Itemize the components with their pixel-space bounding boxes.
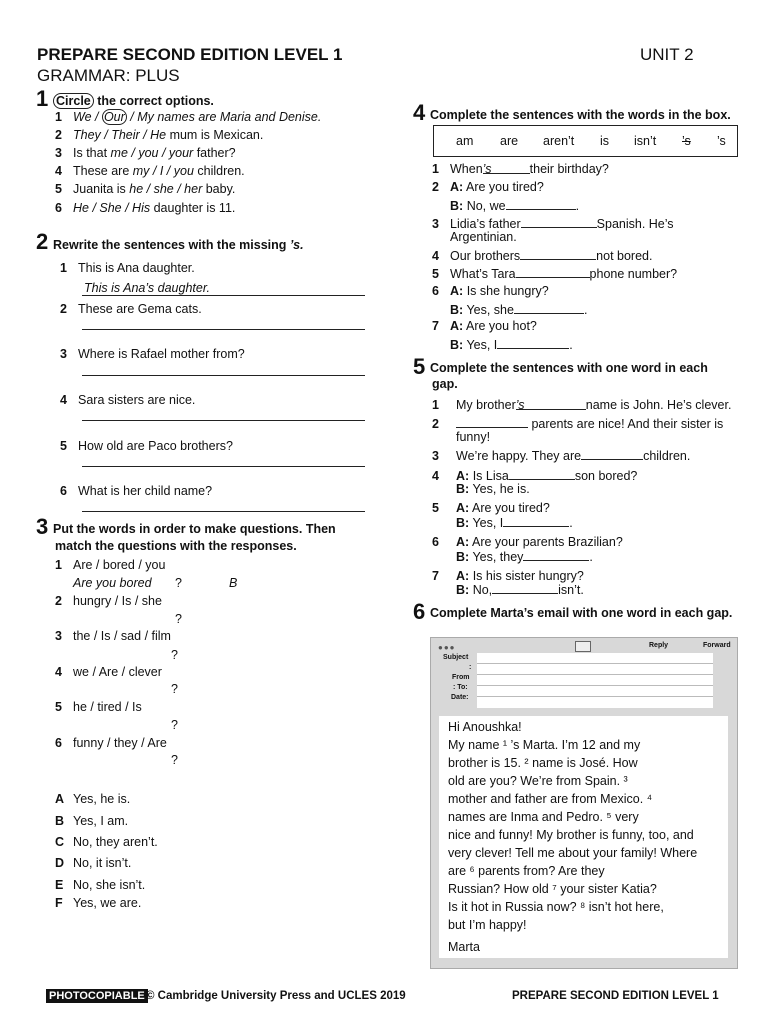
email-line: mother and father are from Mexico. ⁴ [448,792,653,806]
email-line: names are Inma and Pedro. ⁵ very [448,810,639,824]
ex4-item-b: B: Yes, she . [450,303,588,317]
ex2-item: 4 Sara sisters are nice. [60,393,196,407]
email-line: are ⁶ parents from? Are they [448,864,605,878]
ex4-item: 5 What’s Tara phone number? [432,267,678,281]
ex4-item: 6 A: Is she hungry? [432,284,549,298]
question-mark: ? [171,718,178,732]
subject-field[interactable] [477,653,713,708]
email-line: Russian? How old ⁷ your sister Katia? [448,882,657,896]
question-mark: ? [171,682,178,696]
window-dots-icon: ●●● [438,643,456,652]
ex2-item: 1 This is Ana daughter. [60,261,195,275]
ex4-item: 3 Lidia’s father Spanish. He’s [432,217,674,231]
email-line: Hi Anoushka! [448,720,522,734]
ex5-item: 5 A: Are you tired? [432,501,550,515]
ex3-item: 6 funny / they / Are [55,736,167,750]
ex5-item-b: B: Yes, he is. [456,482,530,496]
box-word: is [600,134,610,148]
ex5-item: 6 A: Are your parents Brazilian? [432,535,623,549]
box-word: am [456,134,474,148]
box-word: ’s [717,134,726,148]
answer-line [82,375,365,376]
reply-button[interactable]: Reply [649,642,669,649]
forward-button[interactable]: Forward [703,642,731,649]
footer-title: PREPARE SECOND EDITION LEVEL 1 [512,990,719,1002]
ex5-item: 2 parents are nice! And their sister is [432,417,724,431]
ex5-item: 3 We’re happy. They are children. [432,449,691,463]
response: D No, it isn’t. [55,856,132,870]
ex3-item: 5 he / tired / Is [55,700,142,714]
ex3-item: 2 hungry / Is / she [55,594,162,608]
email-line: very clever! Tell me about your family! Where [448,846,698,860]
ex5-item: 7 A: Is his sister hungry? [432,569,584,583]
circled-answer: Our [103,110,125,124]
ex4-item: 2 A: Are you tired? [432,180,544,194]
ex6-number: 6 [413,599,426,624]
subject-colon: : [469,664,472,671]
page-subtitle: GRAMMAR: PLUS [37,66,180,85]
question-mark: ? [171,753,178,767]
ex6-instruction: Complete Marta’s email with one word in each gap. [430,606,733,620]
ex5-number: 5 [413,354,426,379]
ex3-answer: Are you bored [73,576,152,590]
response: E No, she isn’t. [55,878,146,892]
response: B Yes, I am. [55,814,129,828]
question-mark: ? [171,648,178,662]
ex1-instruction: Circle the correct options. [53,94,214,108]
ex5-item-cont: funny! [456,430,491,444]
ex4-item: 4 Our brothers not bored. [432,249,653,263]
to-label: : To: [453,684,468,691]
ex5-item-b: B: No, isn’t. [456,583,584,597]
ex2-item: 3 Where is Rafael mother from? [60,347,245,361]
ex2-item: 5 How old are Paco brothers? [60,439,233,453]
ex1-number: 1 [36,86,49,111]
ex4-item: 7 A: Are you hot? [432,319,537,333]
ex2-item: 6 What is her child name? [60,484,213,498]
photocopiable-badge: PHOTOCOPIABLE [46,989,148,1003]
box-word-used: ’s [682,134,691,148]
email-line: but I’m happy! [448,918,527,932]
ex1-item: 5 Juanita is he / she / her baby. [55,182,236,196]
unit-label: UNIT 2 [640,45,694,64]
email-line: My name ¹ ’s Marta. I’m 12 and my [448,738,641,752]
ex3-item: 3 the / Is / sad / film [55,629,171,643]
ex4-number: 4 [413,100,426,125]
answer-line [82,511,365,512]
ex4-item: 1 When’s their birthday? [432,162,609,176]
ex5-instruction-l2: gap. [432,377,458,391]
ex4-item-cont: Argentinian. [450,230,517,244]
circle-word: Circle [53,93,94,109]
email-signature: Marta [448,940,480,954]
answer-line [82,466,365,467]
ex1-item: 1 We / Our / My names are Maria and Denise. [55,110,322,124]
response: C No, they aren’t. [55,835,158,849]
ex4-instruction: Complete the sentences with the words in the box. [430,108,731,122]
ex3-item: 4 we / Are / clever [55,665,162,679]
ex1-item: 3 Is that me / you / your father? [55,146,236,160]
question-mark: ? [175,612,182,626]
ex3-instruction-l2: match the questions with the responses. [55,539,297,553]
page-title: PREPARE SECOND EDITION LEVEL 1 [37,45,343,64]
ex2-answer: This is Ana’s daughter. [84,281,210,295]
ex4-item-b: B: Yes, I . [450,338,573,352]
response: A Yes, he is. [55,792,131,806]
answer-line [82,295,365,296]
word-box [433,125,738,157]
email-line: old are you? We’re from Spain. ³ [448,774,628,788]
ex5-item-b: B: Yes, I . [456,516,573,530]
box-word: isn’t [634,134,657,148]
ex3-item: 1 Are / bored / you [55,558,166,572]
match-letter: B [229,576,238,590]
question-mark: ? [175,576,182,590]
ex2-number: 2 [36,229,49,254]
ex3-instruction-l1: Put the words in order to make questions. Then [53,522,336,536]
ex5-instruction-l1: Complete the sentences with one word in each [430,361,708,375]
date-label: Date: [451,694,469,701]
answer-line [82,420,365,421]
from-label: From [452,674,470,681]
ex4-item-b: B: No, we . [450,199,580,213]
envelope-icon [575,641,591,652]
copyright: © Cambridge University Press and UCLES 2019 [146,990,406,1002]
box-word: aren’t [543,134,575,148]
email-body [439,716,728,958]
email-line: Is it hot in Russia now? ⁸ isn’t hot here, [448,900,664,914]
ex1-item: 2 They / Their / He mum is Mexican. [55,128,264,142]
ex2-item: 2 These are Gema cats. [60,302,202,316]
email-window [430,637,738,969]
ex1-item: 6 He / She / His daughter is 11. [55,201,236,215]
email-line: nice and funny! My brother is funny, too, and [448,828,694,842]
ex5-item: 4 A: Is Lisa son bored? [432,469,638,483]
ex3-number: 3 [36,514,49,539]
response: F Yes, we are. [55,896,142,910]
email-line: brother is 15. ² name is José. How [448,756,638,770]
ex5-item-b: B: Yes, they . [456,550,593,564]
ex1-item: 4 These are my / I / you children. [55,164,245,178]
ex5-item: 1 My brother’s name is John. He’s clever. [432,398,732,412]
subject-label: Subject [443,654,469,661]
answer-line [82,329,365,330]
box-word: are [500,134,519,148]
ex2-instruction: Rewrite the sentences with the missing ’s. [53,238,304,252]
